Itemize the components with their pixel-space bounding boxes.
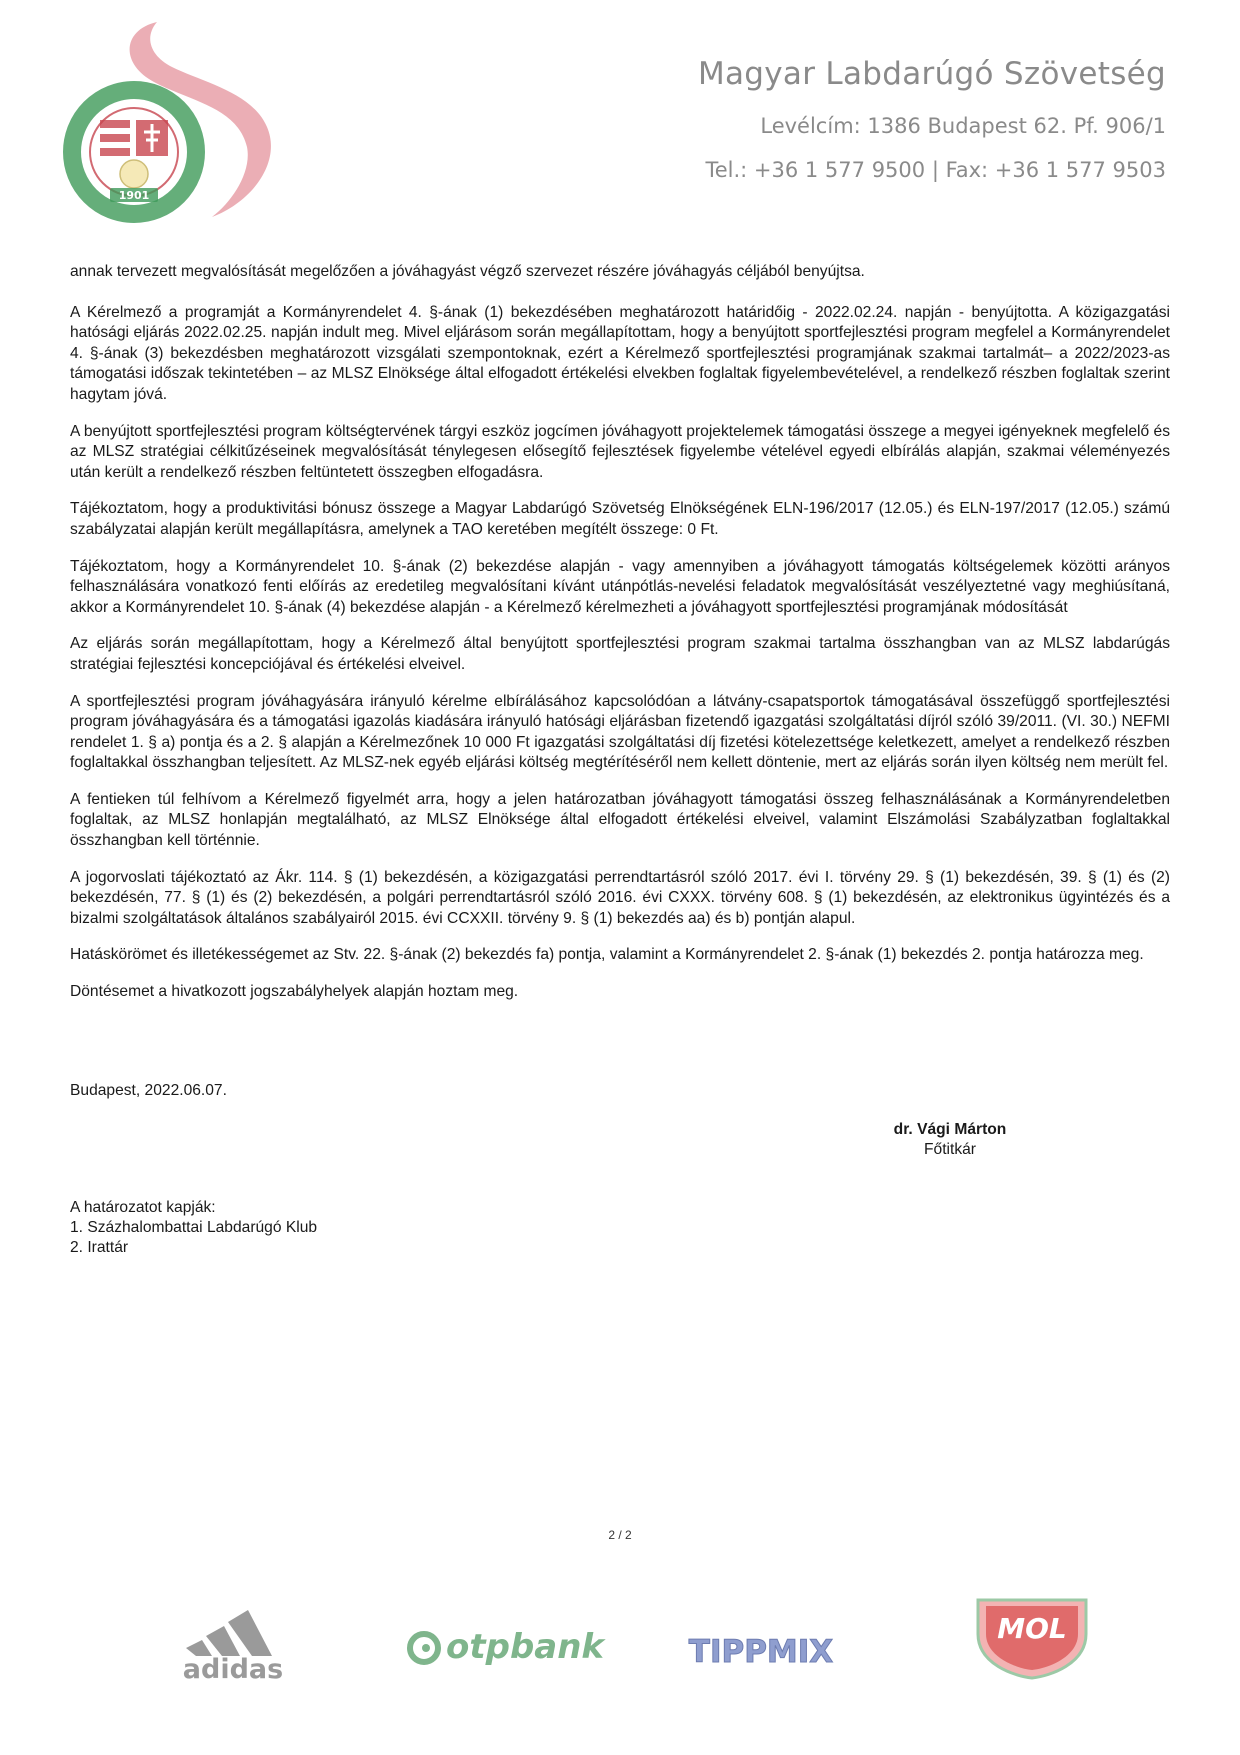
paragraph: Az eljárás során megállapítottam, hogy a Kérelmező által benyújtott sportfejlesztési program szakmai tartalma összhangban van az MLSZ labdarúgás stratégiai fejlesztési koncepciójával és értékelési elveivel. <box>70 635 1170 673</box>
signatory-name: dr. Vági Márton <box>893 1121 1007 1138</box>
mol-wordmark: MOL <box>997 1612 1067 1645</box>
otpbank-logo-icon <box>404 1622 608 1670</box>
otpbank-wordmark: otpbank <box>446 1627 605 1667</box>
crest-year: 1901 <box>118 189 150 202</box>
paragraph: annak tervezett megvalósítását megelőzően a jóváhagyást végző szervezet részére jóváhagyás céljából benyújtsa. <box>70 263 865 280</box>
paragraph: A jogorvoslati tájékoztató az Ákr. 114. § (1) bekezdésén, a közigazgatási perrendtartásról szóló 2017. évi I. törvény 29. § (1) bekezdésén, 39. § (1) és (2) bekezdésén, 77. § (1) és (2) bekezdésén, a polgári perrendtartásról szóló 2016. évi CXXX. törvény 608. § (1) bekezdésén, az elektronikus ügyintézés és a bizalmi szolgáltatások általános szabályairól 2015. évi CCXXII. törvény 9. § (1) bekezdés aa) és b) pontján alapul. <box>70 868 1170 927</box>
recipients-heading: A határozatot kapják: <box>70 1199 216 1216</box>
postal-address: Levélcím: 1386 Budapest 62. Pf. 906/1 <box>760 114 1166 138</box>
recipient-item: 1. Százhalombattai Labdarúgó Klub <box>70 1219 318 1236</box>
tippmix-wordmark: TIPPMIX <box>688 1634 834 1670</box>
page-number: 2 / 2 <box>608 1528 632 1542</box>
mlsz-crest-icon <box>62 12 292 227</box>
paragraph: A sportfejlesztési program jóváhagyására irányuló kérelme elbírálásához kapcsolódóan a látvány-csapatsportok támogatásával összefüggő sportfejlesztési program jóváhagyására és a támogatási igazolás kiadására irányuló hatósági eljárásban fizetendő igazgatási szolgáltatási díjról szóló 39/2011. (VI. 30.) NEFMI rendelet 1. § a) pontja és a 2. § alapján a Kérelmezőnek 10 000 Ft igazgatási szolgáltatási díj fizetési kötelezettsége keletkezett, amelyet a rendelkező részben foglaltakkal összhangban teljesített. Az MLSZ-nek egyéb eljárási költség megtérítéséről nem kellett döntenie, mert az eljárás során ilyen költség nem merült fel. <box>70 692 1170 772</box>
adidas-wordmark: adidas <box>182 1654 284 1680</box>
signatory-title: Főtitkár <box>924 1141 976 1158</box>
mol-logo-icon <box>970 1594 1094 1680</box>
recipient-item: 2. Irattár <box>70 1239 129 1256</box>
paragraph: Hatáskörömet és illetékességemet az Stv. 22. §-ának (2) bekezdés fa) pontja, valamint a Kormányrendelet 2. §-ának (1) bekezdés 2. pontja határozza meg. <box>70 946 1144 964</box>
signature-block <box>880 1120 1020 1160</box>
paragraph: A benyújtott sportfejlesztési program költségtervének tárgyi eszköz jogcímen jóváhagyott projektelemek támogatási összege a megyei igényeknek megfelelő és az MLSZ stratégiai célkitűzéseinek megvalósítását ténylegesen elősegítő fejlesztések figyelembe vételével egyedi elbírálás alapján, szakmai véleményezés után került a rendelkező részben feltüntetett összegben elfogadásra. <box>70 422 1170 481</box>
paragraph: A fentieken túl felhívom a Kérelmező figyelmét arra, hogy a jelen határozatban jóváhagyott támogatási összeg felhasználásának a Kormányrendeletben foglaltak, az MLSZ honlapján megtalálható, az MLSZ Elnöksége által elfogadott értékelési elveivel, valamint Elszámolási Szabályzatban foglaltakkal összhangban kell történnie. <box>70 790 1170 850</box>
org-name: Magyar Labdarúgó Szövetség <box>697 56 1166 92</box>
place-date: Budapest, 2022.06.07. <box>70 1082 227 1099</box>
paragraph: A Kérelmező a programját a Kormányrendelet 4. §-ának (1) bekezdésében meghatározott határidőig - 2022.02.24. napján - benyújtotta. A közigazgatási hatósági eljárás 2022.02.25. napján indult meg. Mivel eljárásom során megállapítottam, hogy a benyújtott sportfejlesztési program megfelel a Kormányrendelet 4. §-ának (3) bekezdésben meghatározott vizsgálati szempontoknak, ezért a Kérelmező sportfejlesztési programjának szakmai tartalmát– a 2022/2023-as támogatási időszak tekintetében – az MLSZ Elnöksége által elfogadott értékelési elvekben foglaltak figyelembevételével, a rendelkező részben foglaltak szerint hagytam jóvá. <box>70 303 1170 403</box>
adidas-logo-icon <box>172 1598 294 1680</box>
recipients-list <box>70 1198 317 1258</box>
letterhead <box>698 56 1166 202</box>
tippmix-logo-icon <box>672 1630 850 1670</box>
document-body <box>70 262 1170 1019</box>
paragraph: Döntésemet a hivatkozott jogszabályhelyek alapján hoztam meg. <box>70 983 519 1001</box>
paragraph: Tájékoztatom, hogy a produktivitási bónusz összege a Magyar Labdarúgó Szövetség Elnökségének ELN-196/2017 (12.05.) és ELN-197/2017 (12.05.) számú szabályzatai alapján került megállapításra, amelynek a TAO keretében megítélt összege: 0 Ft. <box>70 500 1170 538</box>
contact-line: Tel.: +36 1 577 9500 | Fax: +36 1 577 9503 <box>705 158 1166 182</box>
paragraph: Tájékoztatom, hogy a Kormányrendelet 10. §-ának (2) bekezdése alapján - vagy amennyiben a jóváhagyott támogatás költségelemek közötti arányos felhasználására vonatkozó fenti előírás az eredetileg megvalósítani kívánt utánpótlás-nevelési feladatok megvalósítását veszélyeztetné vagy meghiúsítaná, akkor a Kormányrendelet 10. §-ának (4) bekezdése alapján - a Kérelmező kérelmezheti a jóváhagyott sportfejlesztési programjának módosítását <box>70 557 1170 616</box>
